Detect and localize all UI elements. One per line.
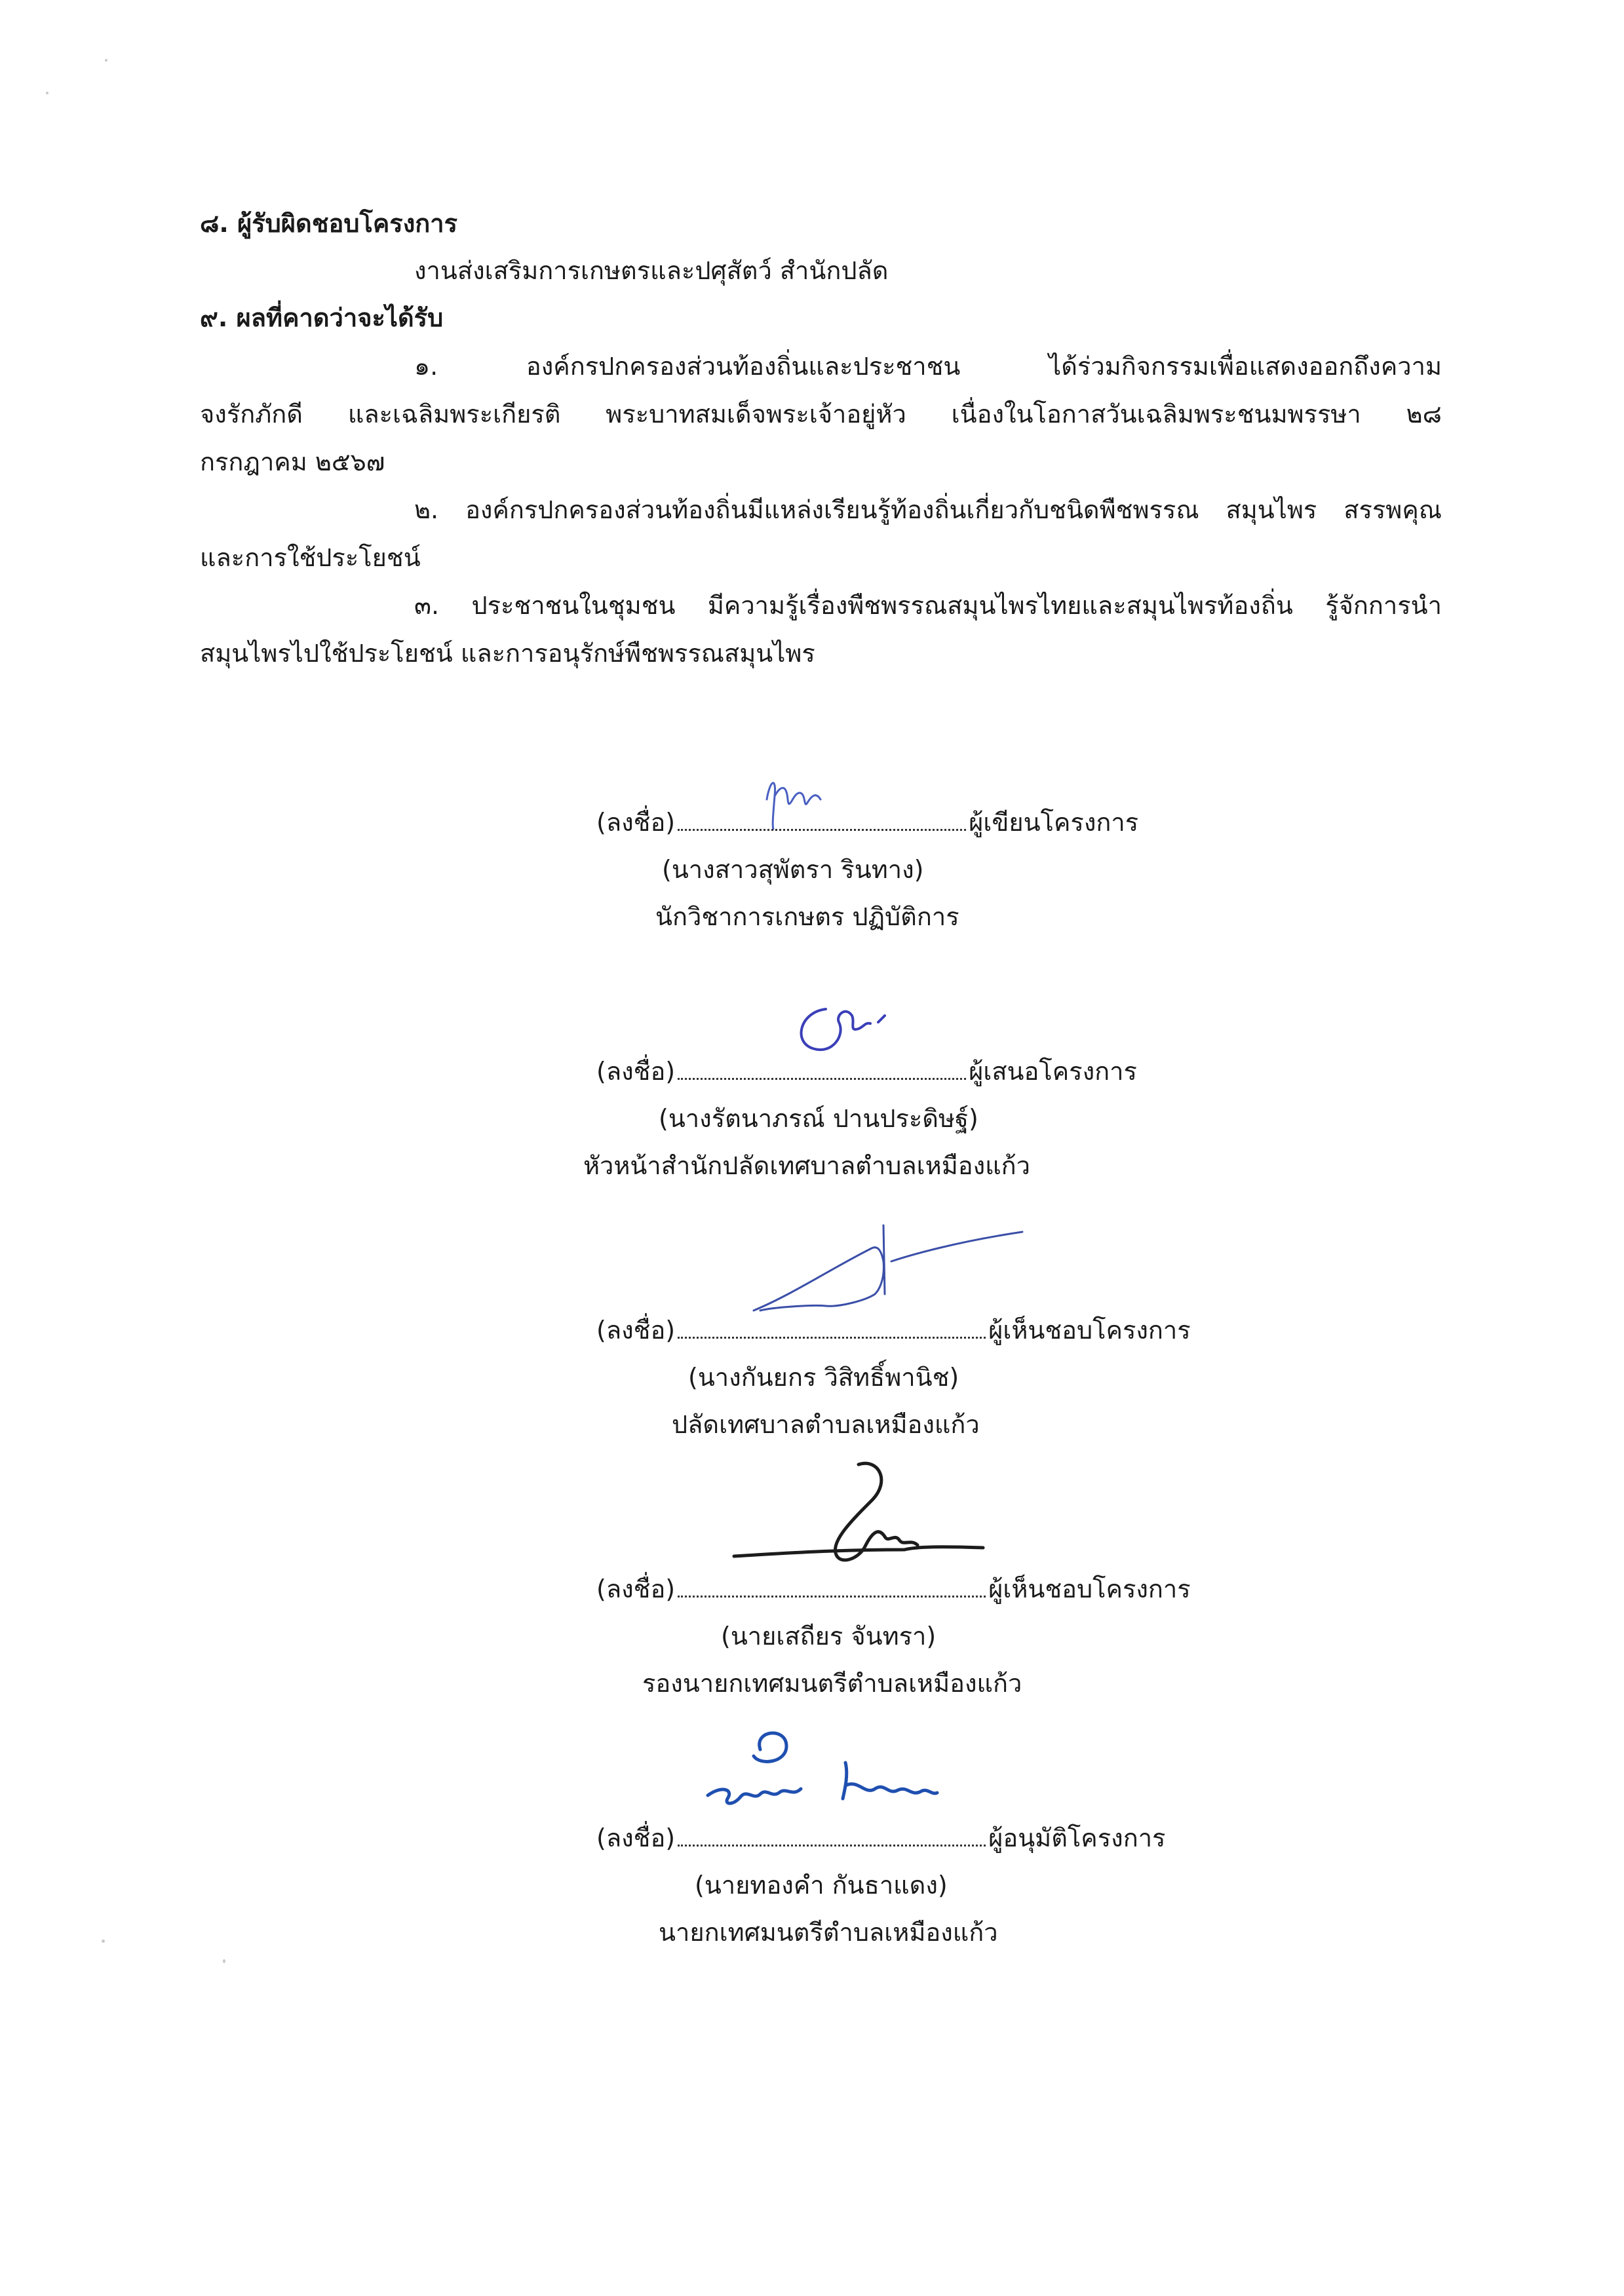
signer-name: (นางรัตนาภรณ์ ปานประดิษฐ์) [659,1104,978,1133]
dotted-line [678,1824,986,1846]
scan-speck [46,92,48,94]
signer-position: นักวิชาการเกษตร ปฏิบัติการ [655,902,959,931]
result-3-line-1: ๓. ประชาชนในชุมชน มีความรู้เรื่องพืชพรรณสมุนไพรไทยและสมุนไพรท้องถิ่น รู้จักการนำ [414,591,1442,620]
signer-name: (นางสาวสุพัตรา รินทาง) [662,855,924,884]
signature-line [596,1055,1137,1088]
sign-prefix: (ลงชื่อ) [596,1316,676,1345]
section-8-heading: ๘. ผู้รับผิดชอบโครงการ [200,209,458,238]
signature-line [596,1573,1191,1605]
signature-block-proposer [511,1035,1298,1199]
signer-position: รองนายกเทศมนตรีตำบลเหมืองแก้ว [642,1669,1022,1698]
dotted-line [678,1057,966,1080]
signer-position: ปลัดเทศบาลตำบลเหมืองแก้ว [672,1410,980,1439]
signer-name: (นายทองคำ กันธาแดง) [695,1871,948,1900]
signature-line [596,1822,1165,1854]
signer-position: นายกเทศมนตรีตำบลเหมืองแก้ว [659,1918,998,1947]
scan-speck [105,59,107,62]
sign-role: ผู้เห็นชอบโครงการ [988,1575,1191,1603]
result-2-line-2: และการใช้ประโยชน์ [200,543,421,572]
dotted-line [678,1316,986,1339]
sign-role: ผู้เขียนโครงการ [969,808,1139,837]
signer-name: (นางกันยกร วิสิทธิ์พานิช) [688,1363,959,1392]
result-2-line-1: ๒. องค์กรปกครองส่วนท้องถิ่นมีแหล่งเรียนรู้ท้องถิ่นเกี่ยวกับชนิดพืชพรรณ สมุนไพร สรรพคุณ [414,495,1442,524]
signature-block-final-approver [511,1802,1298,1966]
sign-role: ผู้เสนอโครงการ [969,1057,1137,1086]
signature-block-approver-1 [511,1294,1298,1458]
result-1-line-3: กรกฎาคม ๒๕๖๗ [200,448,385,476]
signature-line [596,806,1138,839]
section-9-heading: ๙. ผลที่คาดว่าจะได้รับ [200,303,444,332]
signature-approver-2 [721,1455,996,1586]
signer-position: หัวหน้าสำนักปลัดเทศบาลตำบลเหมืองแก้ว [583,1151,1030,1180]
signer-name: (นายเสถียร จันทรา) [721,1622,937,1651]
result-1-line-2: จงรักภักดี และเฉลิมพระเกียรติ พระบาทสมเด็จพระเจ้าอยู่หัว เนื่องในโอกาสวันเฉลิมพระชนมพรรษา ๒๘ [200,400,1442,429]
signature-block-approver-2 [511,1553,1298,1717]
signature-block-writer [511,786,1298,950]
sign-prefix: (ลงชื่อ) [596,1824,676,1852]
signature-final-approver [688,1723,963,1828]
section-8-body: งานส่งเสริมการเกษตรและปศุสัตว์ สำนักปลัด [414,256,889,285]
signature-approver-1 [741,1222,1029,1327]
signature-proposer [786,996,904,1062]
sign-prefix: (ลงชื่อ) [596,1575,676,1603]
sign-role: ผู้เห็นชอบโครงการ [988,1316,1191,1345]
scan-speck [102,1940,105,1943]
dotted-line [678,1575,986,1598]
sign-prefix: (ลงชื่อ) [596,808,676,837]
result-3-line-2: สมุนไพรไปใช้ประโยชน์ และการอนุรักษ์พืชพรรณสมุนไพร [200,639,815,668]
result-1-line-1: ๑. องค์กรปกครองส่วนท้องถิ่นและประชาชน ได้ร่วมกิจกรรมเพื่อแสดงออกถึงความ [414,352,1442,381]
sign-role: ผู้อนุมัติโครงการ [988,1824,1166,1852]
dotted-line [678,808,966,831]
scan-speck [223,1959,225,1963]
signature-line [596,1314,1191,1347]
sign-prefix: (ลงชื่อ) [596,1057,676,1086]
